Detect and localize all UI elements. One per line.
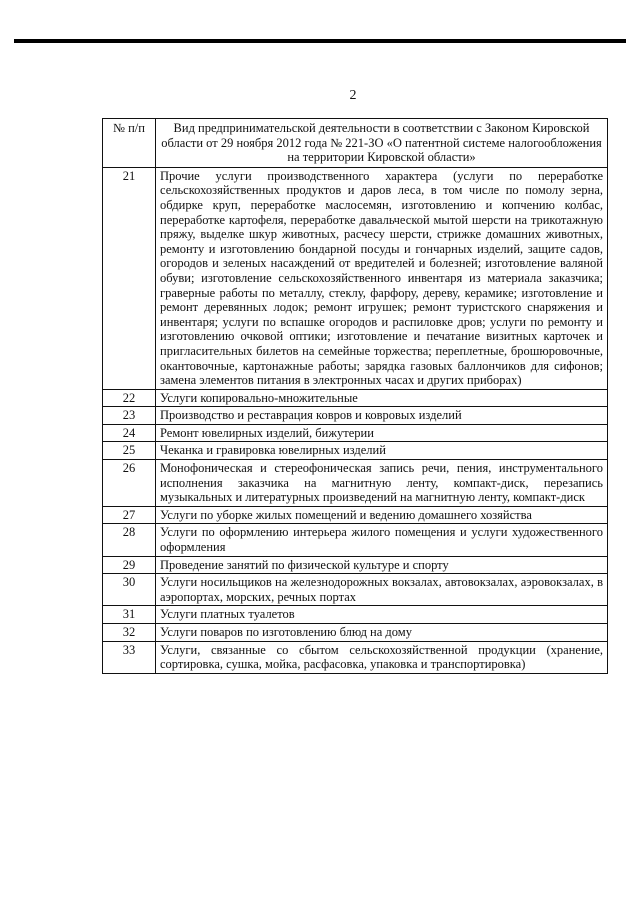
row-number: 31 — [103, 606, 156, 624]
row-number: 27 — [103, 506, 156, 524]
table-header — [103, 119, 608, 168]
table-row — [103, 574, 608, 606]
row-number: 30 — [103, 574, 156, 606]
row-number: 22 — [103, 389, 156, 407]
row-activity-description: Прочие услуги производственного характера (услуги по переработке сельскохозяйственных продуктов и даров леса, в том числе по помолу зерна, обдирке круп, переработке маслосемян, изготовлению и копчению колбас, переработке картофеля, переработке давальческой мытой шерсти на трикотажную пряжу, выделке шкур животных, расчесу шерсти, стрижке домашних животных, ремонту и изготовлению бондарной посуды и гончарных изделий, защите садов, огородов и зеленых насаждений от вредителей и болезней; изготовление валяной обуви; изготовление сельскохозяйственного инвентаря из материала заказчика; граверные работы по металлу, стеклу, фарфору, дереву, керамике; изготовление и ремонт деревянных лодок; ремонт игрушек; ремонт туристского снаряжения и инвентаря; услуги по вспашке огородов и распиловке дров; услуги по ремонту и изготовлению очковой оптики; изготовление и печатание визитных карточек и пригласительных билетов на семейные торжества; переплетные, брошюровочные, окантовочные, картонажные работы; зарядка газовых баллончиков для сифонов; замена элементов питания в электронных часах и других приборах) — [156, 167, 608, 389]
table-row — [103, 641, 608, 673]
row-activity-description: Услуги по уборке жилых помещений и ведению домашнего хозяйства — [156, 506, 608, 524]
table-row — [103, 556, 608, 574]
page-number: 2 — [349, 88, 357, 103]
row-number: 24 — [103, 424, 156, 442]
row-activity-description: Услуги платных туалетов — [156, 606, 608, 624]
table-row — [103, 167, 608, 389]
header-number-column: № п/п — [103, 119, 156, 168]
table-row — [103, 606, 608, 624]
row-number: 23 — [103, 407, 156, 425]
header-row — [103, 119, 608, 168]
table-row — [103, 624, 608, 642]
table-row — [103, 407, 608, 425]
row-activity-description: Услуги, связанные со сбытом сельскохозяйственной продукции (хранение, сортировка, сушка, мойка, расфасовка, упаковка и транспортировка) — [156, 641, 608, 673]
header-activity-type-column: Вид предпринимательской деятельности в соответствии с Законом Кировской области от 29 ноября 2012 года № 221-ЗО «О патентной системе налогообложения на территории Кировской области» — [156, 119, 608, 168]
row-number: 25 — [103, 442, 156, 460]
row-number: 21 — [103, 167, 156, 389]
row-activity-description: Чеканка и гравировка ювелирных изделий — [156, 442, 608, 460]
row-activity-description: Проведение занятий по физической культуре и спорту — [156, 556, 608, 574]
table-body — [103, 167, 608, 673]
row-number: 28 — [103, 524, 156, 556]
row-activity-description: Услуги носильщиков на железнодорожных вокзалах, автовокзалах, аэровокзалах, в аэропортах, морских, речных портах — [156, 574, 608, 606]
table-row — [103, 506, 608, 524]
row-number: 32 — [103, 624, 156, 642]
table-row — [103, 460, 608, 507]
table-row — [103, 424, 608, 442]
row-activity-description: Монофоническая и стереофоническая запись речи, пения, инструментального исполнения заказчика на магнитную ленту, компакт-диск, перезапись музыкальных и литературных произведений на магнитную ленту, компакт-диск — [156, 460, 608, 507]
row-number: 29 — [103, 556, 156, 574]
table-row — [103, 524, 608, 556]
row-activity-description: Услуги по оформлению интерьера жилого помещения и услуги художественного оформления — [156, 524, 608, 556]
top-horizontal-rule — [14, 39, 626, 43]
row-activity-description: Услуги поваров по изготовлению блюд на дому — [156, 624, 608, 642]
table-row — [103, 389, 608, 407]
row-number: 26 — [103, 460, 156, 507]
row-number: 33 — [103, 641, 156, 673]
row-activity-description: Производство и реставрация ковров и ковровых изделий — [156, 407, 608, 425]
row-activity-description: Ремонт ювелирных изделий, бижутерии — [156, 424, 608, 442]
services-table — [102, 118, 608, 674]
row-activity-description: Услуги копировально-множительные — [156, 389, 608, 407]
table-row — [103, 442, 608, 460]
